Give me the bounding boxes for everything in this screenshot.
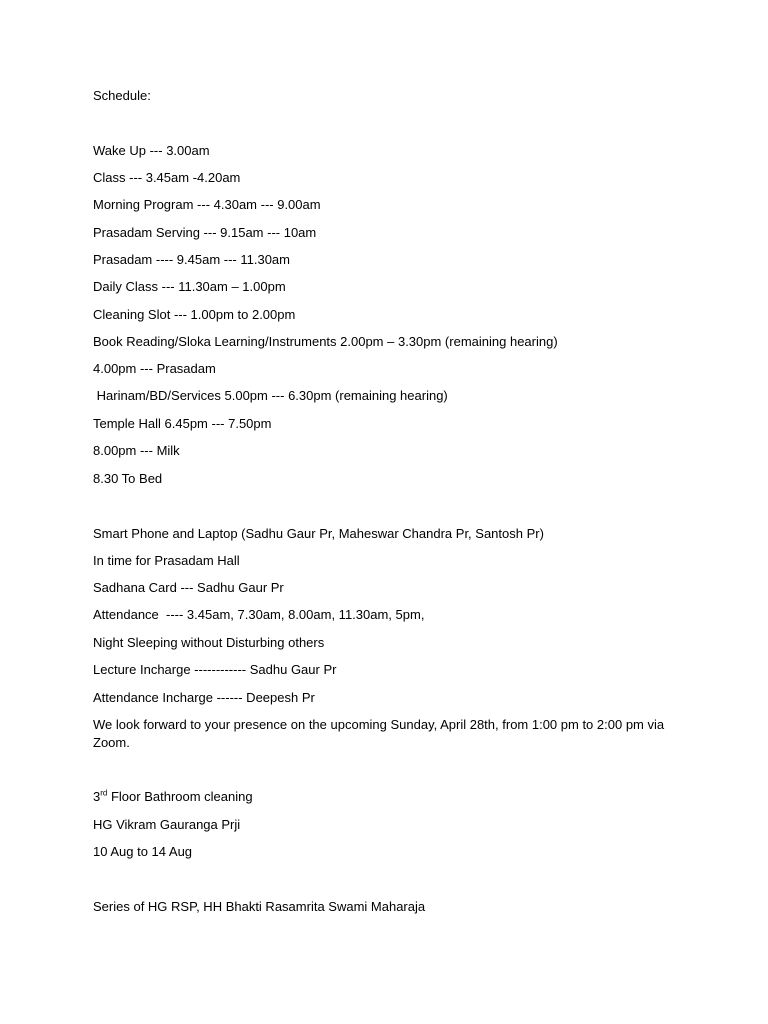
rule-item: Sadhana Card --- Sadhu Gaur Pr [93, 580, 284, 595]
rule-item: Attendance Incharge ------ Deepesh Pr [93, 690, 315, 705]
schedule-item: Cleaning Slot --- 1.00pm to 2.00pm [93, 307, 296, 322]
schedule-item: Book Reading/Sloka Learning/Instruments 2.00pm – 3.30pm (remaining hearing) [93, 334, 558, 349]
rule-item: Lecture Incharge ------------ Sadhu Gaur Pr [93, 662, 337, 677]
schedule-heading: Schedule: [93, 88, 151, 103]
schedule-item: Class --- 3.45am -4.20am [93, 170, 241, 185]
schedule-item: 4.00pm --- Prasadam [93, 361, 216, 376]
schedule-item: Harinam/BD/Services 5.00pm --- 6.30pm (remaining hearing) [93, 388, 448, 403]
rule-item: Attendance ---- 3.45am, 7.30am, 8.00am, 11.30am, 5pm, [93, 607, 425, 622]
rule-item: Night Sleeping without Disturbing others [93, 635, 325, 650]
schedule-item: Wake Up --- 3.00am [93, 143, 210, 158]
schedule-item: Prasadam ---- 9.45am --- 11.30am [93, 252, 290, 267]
schedule-item: Prasadam Serving --- 9.15am --- 10am [93, 225, 317, 240]
schedule-item: Morning Program --- 4.30am --- 9.00am [93, 197, 321, 212]
bathroom-cleaning-text: Floor Bathroom cleaning [107, 789, 253, 804]
assignee-line: HG Vikram Gauranga Prji [93, 817, 241, 832]
schedule-item: Daily Class --- 11.30am – 1.00pm [93, 279, 286, 294]
series-line: Series of HG RSP, HH Bhakti Rasamrita Swami Maharaja [93, 899, 426, 914]
schedule-item: 8.00pm --- Milk [93, 443, 180, 458]
floor-ordinal-superscript: rd [100, 788, 108, 798]
rule-item: In time for Prasadam Hall [93, 553, 240, 568]
schedule-item: Temple Hall 6.45pm --- 7.50pm [93, 416, 272, 431]
floor-number: 3 [93, 789, 101, 804]
schedule-item: 8.30 To Bed [93, 471, 163, 486]
rule-item: Smart Phone and Laptop (Sadhu Gaur Pr, Maheswar Chandra Pr, Santosh Pr) [93, 526, 544, 541]
dates-line: 10 Aug to 14 Aug [93, 844, 193, 859]
announcement-paragraph: We look forward to your presence on the upcoming Sunday, April 28th, from 1:00 pm to 2:00 pm via Zoom. [93, 717, 668, 750]
bathroom-cleaning-line [93, 788, 693, 806]
